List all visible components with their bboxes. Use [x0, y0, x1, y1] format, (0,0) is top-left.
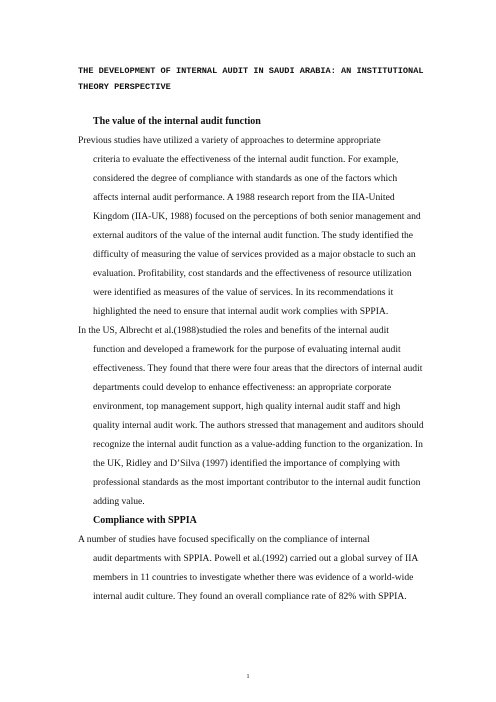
text-line: highlighted the need to ensure that internal audit work complies with SPPIA.: [93, 306, 389, 317]
text-line: function and developed a framework for the purpose of evaluating internal audit: [93, 344, 401, 355]
document-body: [78, 112, 434, 606]
text-line: the UK, Ridley and D’Silva (1997) identified the importance of complying with: [93, 458, 400, 469]
text-line: Previous studies have utilized a variety of approaches to determine appropriate: [78, 135, 381, 146]
text-line: difficulty of measuring the value of services provided as a major obstacle to such an: [93, 249, 416, 260]
paragraph-value-1: [78, 131, 434, 321]
text-line: internal audit culture. They found an overall compliance rate of 82% with SPPIA.: [93, 591, 407, 602]
text-line: were identified as measures of the value of services. In its recommendations it: [93, 287, 394, 298]
document-title: [78, 63, 428, 95]
text-line: quality internal audit work. The authors stressed that management and auditors should: [93, 420, 424, 431]
section-heading-value: The value of the internal audit function: [93, 116, 261, 127]
text-line: affects internal audit performance. A 1988 research report from the IIA-United: [93, 192, 395, 203]
text-line: environment, top management support, high quality internal audit staff and high: [93, 401, 401, 412]
paragraph-compliance-1: [78, 530, 434, 606]
text-line: In the US, Albrecht et al.(1988)studied the roles and benefits of the internal audit: [78, 325, 389, 336]
text-line: evaluation. Profitability, cost standards and the effectiveness of resource utilization: [93, 268, 412, 279]
text-line: recognize the internal audit function as a value-adding function to the organization. In: [93, 439, 423, 450]
text-line: members in 11 countries to investigate whether there was evidence of a world-wide: [93, 572, 414, 583]
text-line: departments could develop to enhance effectiveness: an appropriate corporate: [93, 382, 392, 393]
text-line: considered the degree of compliance with standards as one of the factors which: [93, 173, 398, 184]
text-line: Kingdom (IIA-UK, 1988) focused on the perceptions of both senior management and: [93, 211, 421, 222]
page-number: 1: [246, 673, 250, 680]
title-line-1: THE DEVELOPMENT OF INTERNAL AUDIT IN SAUDI ARABIA: AN INSTITUTIONAL: [78, 66, 424, 76]
text-line: audit departments with SPPIA. Powell et al.(1992) carried out a global survey of IIA: [93, 553, 419, 564]
section-heading-compliance: Compliance with SPPIA: [93, 515, 197, 526]
text-line: criteria to evaluate the effectiveness of the internal audit function. For example,: [93, 154, 399, 165]
text-line: A number of studies have focused specifically on the compliance of internal: [78, 534, 370, 545]
text-line: adding value.: [93, 496, 145, 507]
title-line-2: THEORY PERSPECTIVE: [78, 82, 171, 92]
paragraph-value-2: [78, 321, 434, 511]
text-line: professional standards as the most important contributor to the internal audit function: [93, 477, 421, 488]
text-line: external auditors of the value of the internal audit function. The study identified the: [93, 230, 414, 241]
text-line: effectiveness. They found that there were four areas that the directors of internal audit: [93, 363, 423, 374]
